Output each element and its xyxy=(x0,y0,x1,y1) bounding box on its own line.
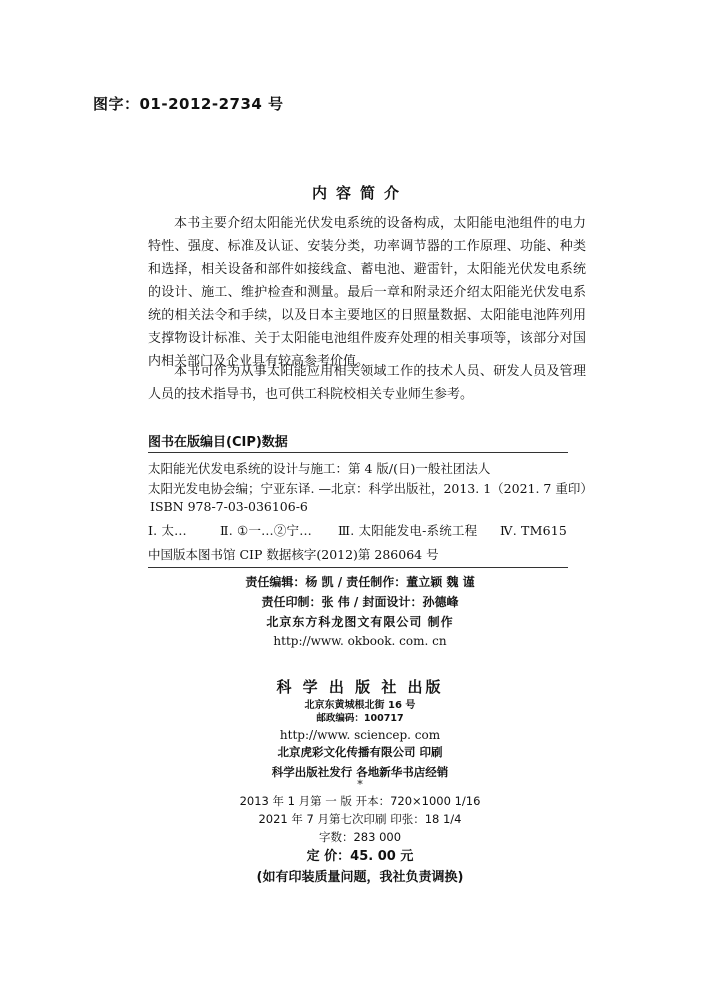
publisher-name: 科 学 出 版 社 出版 xyxy=(276,678,444,696)
summary-title: 内容简介 xyxy=(311,184,408,202)
cip-line-1: 太阳能光伏发电系统的设计与施工：第 4 版/(日)一般社团法人 xyxy=(148,461,491,476)
composer-url: http://www. okbook. com. cn xyxy=(273,634,447,648)
registration-number: 图字：01-2012-2734 号 xyxy=(93,95,284,113)
cip-bottom-rule xyxy=(148,567,568,568)
cip-class-2: Ⅱ. ①一…②宁… xyxy=(220,523,312,538)
composer: 北京东方科龙图文有限公司 制作 xyxy=(266,615,454,629)
cip-top-rule xyxy=(148,452,568,453)
cip-class-3: Ⅲ. 太阳能发电-系统工程 xyxy=(338,523,478,538)
cip-line-2: 太阳光发电协会编；宁亚东译. —北京：科学出版社，2013. 1（2021. 7 重印） xyxy=(148,481,593,496)
staff-editors: 责任编辑：杨 凯 / 责任制作：董立颖 魏 谨 xyxy=(245,575,475,589)
cip-class-1: Ⅰ. 太… xyxy=(148,523,187,538)
publisher-url: http://www. sciencep. com xyxy=(279,728,441,742)
cip-verification: 中国版本图书馆 CIP 数据核字(2012)第 286064 号 xyxy=(148,547,439,562)
cip-isbn: ISBN 978-7-03-036106-6 xyxy=(150,499,308,514)
quality-notice: (如有印装质量问题，我社负责调换) xyxy=(256,870,464,885)
publisher-address: 北京东黄城根北街 16 号 xyxy=(304,700,416,711)
edition-print: 2021 年 7 月第七次印刷 印张：18 1/4 xyxy=(258,812,462,826)
separator-star: * xyxy=(357,778,363,791)
cip-heading: 图书在版编目(CIP)数据 xyxy=(148,435,288,450)
cip-class-4: Ⅳ. TM615 xyxy=(500,523,568,538)
staff-printing-cover: 责任印制：张 伟 / 封面设计：孙德峰 xyxy=(261,595,459,609)
price: 定 价：45. 00 元 xyxy=(306,849,414,864)
distribution: 科学出版社发行 各地新华书店经销 xyxy=(271,765,449,779)
word-count: 字数：283 000 xyxy=(318,830,402,844)
summary-paragraph-1: 本书主要介绍太阳能光伏发电系统的设备构成，太阳能电池组件的电力特性、强度、标准及认证、安装分类，功率调节器的工作原理、功能、种类和选择，相关设备和部件如接线盒、蓄电池、避雷针，太阳能光伏发电系统的设计、施工、维护检查和测量。最后一章和附录还介绍太阳能光伏发电系统的相关法令和手续，以及日本主要地区的日照量数据、太阳能电池阵列用支撑物设计标准、关于太阳能电池组件废弃处理的相关事项等，该部分对国内相关部门及企业具有较高参考价值。 xyxy=(148,216,586,369)
cip-classification xyxy=(148,521,567,539)
summary-paragraph-2: 本书可作为从事太阳能应用相关领域工作的技术人员、研发人员及管理人员的技术指导书，也可供工科院校相关专业师生参考。 xyxy=(148,364,586,402)
publisher-postcode: 邮政编码：100717 xyxy=(316,713,404,724)
edition-first: 2013 年 1 月第 一 版 开本：720×1000 1/16 xyxy=(239,794,481,808)
printer: 北京虎彩文化传播有限公司 印刷 xyxy=(277,745,443,759)
